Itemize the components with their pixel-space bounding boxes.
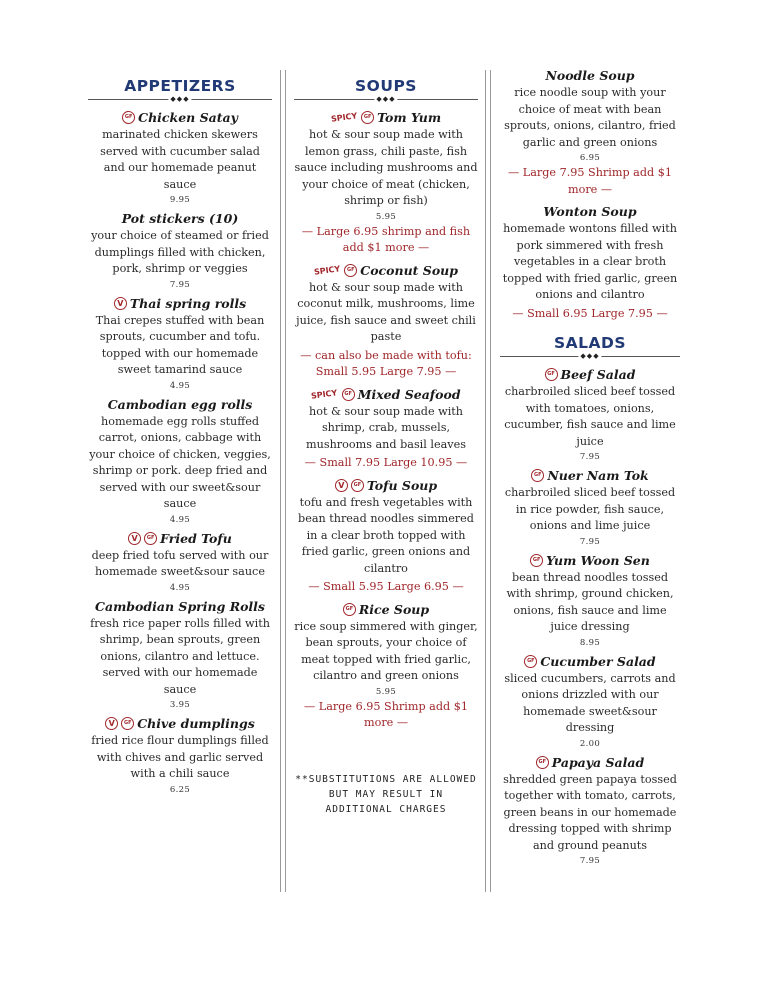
item-name: Papaya Salad (551, 754, 645, 770)
item-description: fried rice flour dumplings filled with chives and garlic served with a chili sauce (91, 734, 269, 780)
item-price: 4.95 (169, 380, 191, 391)
menu-item (294, 387, 478, 472)
menu-item (88, 296, 272, 391)
gluten-free-icon: GF (121, 717, 134, 730)
item-description: your choice of steamed or fried dumplings filled with chicken, pork, shrimp or veggies (91, 229, 269, 275)
spicy-icon: SPICY (313, 263, 341, 277)
item-description: hot & sour soup made with coconut milk, mushrooms, lime juice, fish sauce and sweet chili paste (296, 280, 476, 343)
item-name: Noodle Soup (545, 68, 635, 83)
vegetarian-icon: V (335, 479, 348, 492)
item-size-options: — Small 5.95 Large 6.95 — (308, 580, 464, 593)
menu-item (500, 68, 680, 198)
item-price: 6.25 (169, 784, 191, 795)
column-divider (280, 70, 286, 892)
menu-item (294, 263, 478, 381)
menu-item (88, 599, 272, 711)
item-name: Tom Yum (377, 110, 442, 125)
item-name: Tofu Soup (366, 477, 438, 493)
heading-divider: ◆◆◆ (500, 354, 680, 357)
menu-item (500, 468, 680, 547)
gluten-free-icon: GF (361, 111, 374, 124)
item-price: 9.95 (169, 195, 191, 205)
menu-item (88, 211, 272, 290)
soups-salads-column (500, 68, 680, 872)
item-name: Coconut Soup (360, 262, 458, 278)
item-name: Chicken Satay (138, 110, 238, 125)
item-price: 8.95 (579, 637, 601, 648)
item-description: homemade egg rolls stuffed carrot, onions, cabbage with your choice of chicken, veggies, shrimp or pork. deep fried and served with our sweet&sour sauce (89, 414, 271, 510)
item-description: rice noodle soup with your choice of meat with bean sprouts, onions, cilantro, fried garlic and green onions (504, 86, 676, 149)
menu-item (500, 553, 680, 648)
appetizers-column (88, 75, 272, 801)
item-price: 5.95 (375, 686, 397, 697)
menu-item (294, 110, 478, 257)
item-name: Yum Woon Sen (546, 552, 650, 568)
item-size-options: — Small 6.95 Large 7.95 — (512, 306, 668, 320)
menu-item (500, 367, 680, 462)
item-price: 7.95 (579, 536, 601, 547)
item-description: Thai crepes stuffed with bean sprouts, cucumber and tofu. topped with our homemade sweet tamarind sauce (95, 313, 265, 376)
item-name: Fried Tofu (160, 530, 232, 546)
item-name: Cucumber Salad (540, 653, 656, 669)
gluten-free-icon: GF (536, 756, 549, 769)
item-name: Thai spring rolls (129, 295, 247, 311)
item-description: homemade wontons filled with pork simmered with fresh vegetables in a clear broth topped with fried garlic, green onions and cilantro (502, 222, 678, 301)
gluten-free-icon: GF (351, 479, 364, 492)
vegetarian-icon: V (128, 532, 141, 545)
item-description: rice soup simmered with ginger, bean sprouts, your choice of meat topped with fried garlic, cilantro and green onions (294, 619, 478, 682)
soups-heading: SOUPS (355, 77, 417, 95)
item-name: Cambodian egg rolls (107, 396, 253, 412)
gluten-free-icon: GF (545, 368, 558, 381)
heading-divider: ◆◆◆ (294, 97, 478, 100)
menu-item (88, 397, 272, 525)
menu-item (500, 204, 680, 322)
column-divider (485, 70, 491, 892)
menu-item (88, 716, 272, 795)
item-description: sliced cucumbers, carrots and onions drizzled with our homemade sweet&sour dressing (504, 671, 676, 734)
item-description: marinated chicken skewers served with cucumber salad and our homemade peanut sauce (100, 128, 260, 191)
spicy-icon: SPICY (310, 387, 339, 401)
gluten-free-icon: GF (144, 532, 157, 545)
item-price: 7.95 (579, 856, 601, 866)
item-price: 7.95 (169, 279, 191, 290)
item-description: deep fried tofu served with our homemade sweet&sour sauce (91, 548, 269, 578)
item-description: charbroiled sliced beef tossed with tomatoes, onions, cucumber, fish sauce and lime juice (504, 385, 676, 448)
gluten-free-icon: GF (122, 111, 135, 124)
vegetarian-icon: V (105, 717, 118, 730)
item-description: fresh rice paper rolls filled with shrimp, bean sprouts, green onions, cilantro and lettuce. served with our homemade sauce (90, 616, 270, 696)
item-name: Mixed Seafood (357, 386, 461, 402)
item-size-options: — Large 6.95 Shrimp add $1 more — (304, 699, 468, 729)
appetizers-heading: APPETIZERS (124, 77, 236, 95)
menu-item (294, 478, 478, 596)
gluten-free-icon: GF (524, 655, 537, 668)
item-price: 3.95 (169, 700, 191, 710)
item-name: Beef Salad (560, 367, 636, 382)
item-name: Chive dumplings (137, 716, 255, 731)
item-price: 5.95 (375, 211, 397, 222)
item-name: Nuer Nam Tok (547, 468, 649, 483)
gluten-free-icon: GF (530, 554, 543, 567)
vegetarian-icon: V (114, 297, 127, 310)
menu-item (88, 110, 272, 205)
item-size-options: — Large 7.95 Shrimp add $1 more — (508, 166, 672, 196)
item-name: Cambodian Spring Rolls (95, 598, 265, 614)
item-description: tofu and fresh vegetables with bean thread noodles simmered in a clear broth topped with fried garlic, green onions and cilantro (298, 495, 474, 575)
item-description: bean thread noodles tossed with shrimp, ground chicken, onions, fish sauce and lime juice dressing (506, 570, 674, 633)
item-description: shredded green papaya tossed together with tomato, carrots, green beans in our homemade dressing topped with shrimp and ground peanuts (503, 772, 677, 852)
menu-item (88, 531, 272, 593)
gluten-free-icon: GF (342, 388, 355, 401)
item-price: 4.95 (169, 582, 191, 593)
item-size-options: — Large 6.95 shrimp and fish add $1 more — (301, 224, 471, 254)
menu-item (294, 602, 478, 732)
substitutions-note: **SUBSTITUTIONS ARE ALLOWED BUT MAY RESULT IN ADDITIONAL CHARGES (295, 773, 477, 815)
item-description: charbroiled sliced beef tossed in rice powder, fish sauce, onions and lime juice (504, 486, 676, 532)
item-name: Pot stickers (10) (121, 211, 239, 226)
item-name: Wonton Soup (543, 204, 637, 219)
item-description: hot & sour soup made with shrimp, crab, mussels, mushrooms and basil leaves (306, 404, 466, 451)
gluten-free-icon: GF (531, 469, 544, 482)
soups-column (294, 75, 478, 817)
menu-item (500, 755, 680, 867)
item-price: 6.95 (579, 153, 601, 163)
gluten-free-icon: GF (343, 603, 356, 616)
item-size-options: — Small 7.95 Large 10.95 — (304, 456, 468, 469)
item-description: hot & sour soup made with lemon grass, chili paste, fish sauce including mushrooms and your choice of meat (chicken, shrimp or fish) (294, 128, 478, 207)
item-price: 4.95 (169, 514, 191, 525)
item-name: Rice Soup (358, 601, 430, 617)
spicy-icon: SPICY (330, 111, 358, 124)
item-price: 2.00 (579, 738, 601, 749)
heading-divider: ◆◆◆ (88, 97, 272, 100)
menu-item (500, 654, 680, 749)
item-size-options: — can also be made with tofu: Small 5.95 Large 7.95 — (300, 348, 472, 378)
item-price: 7.95 (579, 452, 601, 462)
gluten-free-icon: GF (344, 264, 357, 277)
salads-heading: SALADS (553, 334, 627, 352)
